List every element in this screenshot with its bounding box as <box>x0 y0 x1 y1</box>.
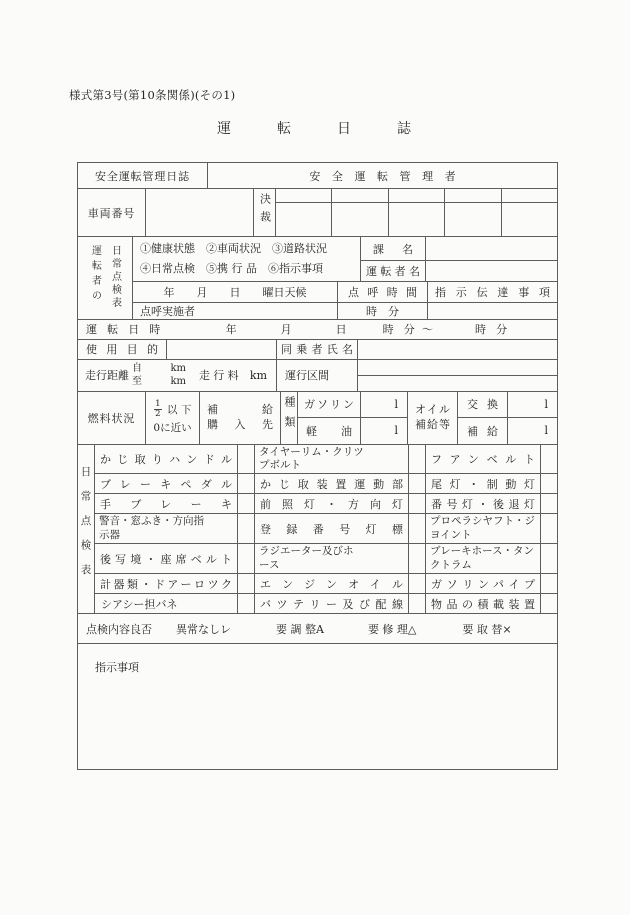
end-time-label: 時 分 <box>475 323 511 337</box>
near-zero-label: 0に近い <box>153 422 192 435</box>
section-name-blank-cell <box>426 237 558 261</box>
instructions-label: 指示事項 <box>95 661 139 675</box>
inspection-item: 番号灯・後退灯 <box>426 494 541 514</box>
route-label: 運行区間 <box>277 359 358 391</box>
inspection-item: エンジンオイル <box>255 574 409 594</box>
approval-label: 決裁 <box>254 189 276 237</box>
inspection-item: 登録番号灯標 <box>255 514 409 544</box>
inspection-check-cell <box>238 594 255 614</box>
route-blank-cell <box>358 375 558 391</box>
approval-header-cell <box>276 189 332 203</box>
rollcall-time-label: 点呼時間 <box>338 281 428 302</box>
purpose-blank-cell <box>167 339 277 359</box>
check-items-cell: ①健康状態 ②車両状況 ③道路状況 ④日常点検 ⑤携 行 品 ⑥指示事項 <box>133 237 361 282</box>
inspection-check-cell <box>541 574 558 594</box>
page-title: 運転日誌 <box>217 121 457 137</box>
inspection-check-cell <box>409 514 426 544</box>
inspection-item: 警音・窓ふき・方向指 示器 <box>95 514 238 544</box>
inspection-item: 後写境・座席ベルト <box>95 544 238 574</box>
drive-datetime-label: 運 転 日 時 <box>86 323 164 337</box>
year-label: 年 <box>225 323 237 337</box>
passenger-label: 同乗者氏名 <box>277 339 358 359</box>
legend-title: 点検内容良否 <box>86 622 152 636</box>
inspection-item: 計器類・ドアーロツク <box>95 574 238 594</box>
oil-supply-label: オイル 補給等 <box>408 391 458 444</box>
drive-datetime-cell <box>78 319 558 339</box>
inspection-item: タイヤーリム・クリツ プボルト <box>255 444 409 474</box>
one-half-fraction: $\frac{1}{2}$ <box>155 398 161 420</box>
drive-datetime-band <box>77 319 558 340</box>
inspection-item: ブレーキペダル <box>95 474 238 494</box>
below-label: 以 下 <box>167 404 192 417</box>
driver-name-blank-cell <box>426 261 558 281</box>
km-unit: km <box>170 376 186 388</box>
instructions-cell <box>78 644 558 770</box>
hour-minute-label: 時 分 <box>338 302 428 319</box>
diesel-label: 軽油 <box>298 417 361 444</box>
inspection-item: 前照灯・方向灯 <box>255 494 409 514</box>
relay-items-label: 指示伝達事項 <box>428 281 558 302</box>
month-label: 月 <box>280 323 292 337</box>
fuel-status-label: 燃料状況 <box>78 391 146 444</box>
form-number-note: 様式第3号(第10条関係)(その1) <box>69 88 236 102</box>
inspection-check-cell <box>409 574 426 594</box>
inspection-check-cell <box>238 444 255 474</box>
date-weather-label: 年 月 日 曜日天候 <box>133 281 338 302</box>
inspection-check-cell <box>409 594 426 614</box>
approval-header-cell <box>445 189 502 203</box>
inspection-check-cell <box>238 494 255 514</box>
approval-stamp-cell <box>445 203 502 237</box>
gasoline-label: ガソリン <box>298 391 361 417</box>
fuel-band <box>77 391 558 445</box>
distance-cell <box>78 359 277 391</box>
inspection-check-cell <box>541 544 558 574</box>
legend-cell <box>78 614 558 644</box>
inspection-item: かじ取装置運動部 <box>255 474 409 494</box>
inspection-side-label: 日常点検表 <box>78 444 95 614</box>
oil-exchange-liter-cell: l <box>508 391 558 417</box>
diesel-liter-cell: l <box>361 417 408 444</box>
rollcall-conductor-label: 点呼実施者 <box>133 302 338 319</box>
tilde: ～ <box>422 323 433 337</box>
legend-adjust: 要 調 整A <box>276 622 324 636</box>
purpose-band <box>77 339 558 360</box>
header-band <box>77 162 558 189</box>
inspection-check-cell <box>238 544 255 574</box>
distance-from-to <box>132 362 186 389</box>
driver-name-label: 運転者名 <box>361 261 426 281</box>
inspection-check-cell <box>541 514 558 544</box>
oil-refill-liter-cell: l <box>508 417 558 444</box>
purpose-label: 使用目的 <box>78 339 167 359</box>
inspection-check-cell <box>409 444 426 474</box>
inspection-check-cell <box>541 444 558 474</box>
oil-exchange-label: 交換 <box>458 391 508 417</box>
oil-refill-label: 補給 <box>458 417 508 444</box>
instructions-band <box>77 643 558 770</box>
inspection-item: 手ブレーキ <box>95 494 238 514</box>
inspection-item: 物品の積載装置 <box>426 594 541 614</box>
to-label: 至 <box>132 376 142 388</box>
km-unit: km <box>170 362 186 374</box>
inspection-check-cell <box>238 514 255 544</box>
fuel-type-label: 種類 <box>281 391 298 444</box>
inspection-check-cell <box>409 544 426 574</box>
legend-ok: 異常なしレ <box>176 622 231 636</box>
approval-header-cell <box>502 189 558 203</box>
inspection-item: 尾灯・制動灯 <box>426 474 541 494</box>
approval-stamp-cell <box>332 203 389 237</box>
day-label: 日 <box>335 323 347 337</box>
inspection-check-cell <box>238 474 255 494</box>
inspection-item: ブレーキホース・タン クトラム <box>426 544 541 574</box>
passenger-blank-cell <box>358 339 558 359</box>
inspection-item: プロペラシヤフト・ジ ヨイント <box>426 514 541 544</box>
legend-band <box>77 613 558 644</box>
distance-band <box>77 359 558 392</box>
inspection-item: ラジエーター及びホ ース <box>255 544 409 574</box>
vehicle-number-blank-cell <box>146 189 254 237</box>
safety-manager-label: 安全運転管理者 <box>208 163 558 189</box>
km-unit: km <box>249 368 268 382</box>
fare-label: 走行料 <box>199 369 242 383</box>
inspection-item: フアンベルト <box>426 444 541 474</box>
supply-vendor-label: 補給 購入先 <box>200 391 281 444</box>
relay-blank-cell <box>428 302 558 319</box>
form-table <box>77 162 558 770</box>
rollcall-band <box>77 236 558 320</box>
approval-stamp-cell <box>502 203 558 237</box>
daily-log-label: 安全運転管理日誌 <box>78 163 208 189</box>
inspection-check-cell <box>409 474 426 494</box>
approval-header-cell <box>389 189 445 203</box>
inspection-check-cell <box>541 474 558 494</box>
fuel-level-cell <box>146 391 200 444</box>
start-time-label: 時 分 <box>382 323 418 337</box>
approval-header-cell <box>332 189 389 203</box>
inspection-item: バツテリー及び配線 <box>255 594 409 614</box>
inspection-check-cell <box>409 494 426 514</box>
approval-stamp-cell <box>389 203 445 237</box>
rollcall-side-label: 運転者の 日常点検表 <box>78 237 133 320</box>
from-label: 自 <box>132 362 142 374</box>
inspection-item: シアシー担バネ <box>95 594 238 614</box>
route-blank-cell <box>358 359 558 375</box>
legend-replace: 要 取 替× <box>462 622 512 636</box>
inspection-item: ガソリンパイプ <box>426 574 541 594</box>
section-name-label: 課名 <box>361 237 426 261</box>
gasoline-liter-cell: l <box>361 391 408 417</box>
distance-label: 走行距離 <box>85 369 129 383</box>
vehicle-approval-band <box>77 188 558 237</box>
inspection-check-cell <box>541 594 558 614</box>
inspection-band <box>77 444 558 615</box>
inspection-check-cell <box>541 494 558 514</box>
inspection-item: かじ取りハンドル <box>95 444 238 474</box>
legend-repair: 要 修 理△ <box>367 622 417 636</box>
inspection-check-cell <box>238 574 255 594</box>
vehicle-number-label: 車両番号 <box>78 189 146 237</box>
approval-stamp-cell <box>276 203 332 237</box>
